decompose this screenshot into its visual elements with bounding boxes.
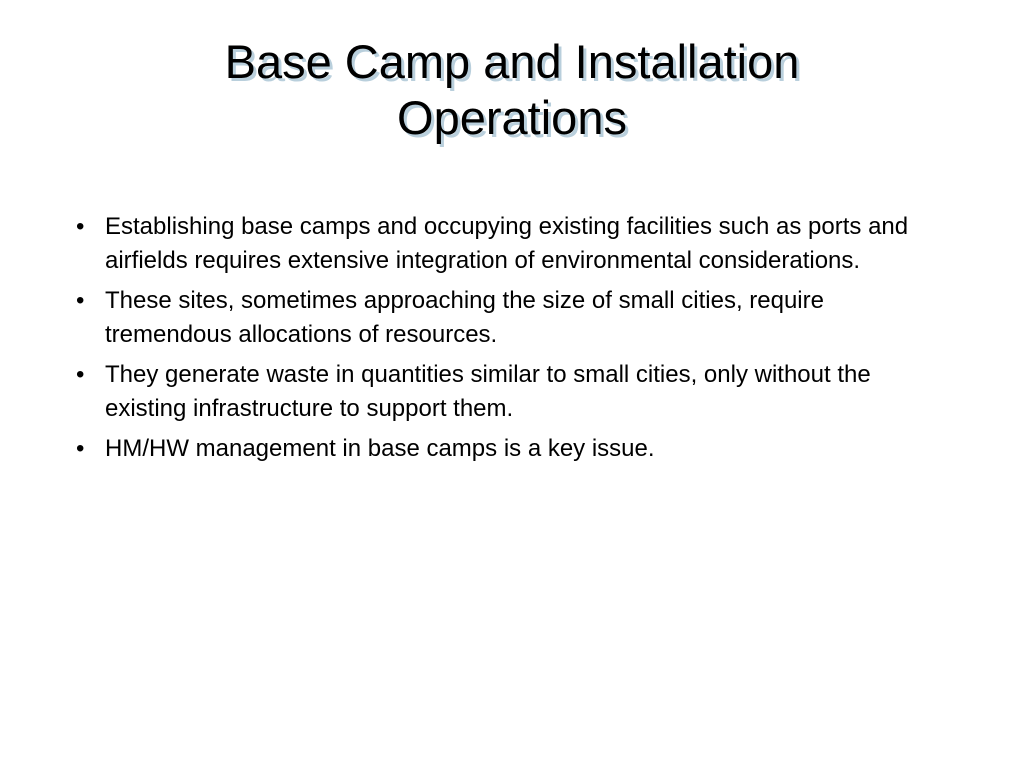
slide-title <box>60 34 964 146</box>
bullet-item-1 <box>76 210 956 278</box>
slide-title-line-2: Operations <box>397 91 627 144</box>
bullet-dot-icon: • <box>76 435 85 462</box>
slide-title-line-1: Base Camp and Installation <box>224 35 800 88</box>
bullet-list <box>76 210 956 472</box>
bullet-item-4 <box>76 432 956 466</box>
bullet-dot-icon: • <box>76 287 85 314</box>
bullet-text-1: Establishing base camps and occupying existing facilities such as ports and airfields requires extensive integration of environmental considerations. <box>105 213 909 274</box>
bullet-dot-icon: • <box>76 213 85 240</box>
bullet-text-3: They generate waste in quantities similar to small cities, only without the existing infrastructure to support them. <box>105 361 871 422</box>
bullet-dot-icon: • <box>76 361 85 388</box>
bullet-text-4: HM/HW management in base camps is a key issue. <box>105 435 655 462</box>
bullet-item-3 <box>76 358 956 426</box>
bullet-text-2: These sites, sometimes approaching the size of small cities, require tremendous allocations of resources. <box>105 287 824 348</box>
bullet-item-2 <box>76 284 956 352</box>
